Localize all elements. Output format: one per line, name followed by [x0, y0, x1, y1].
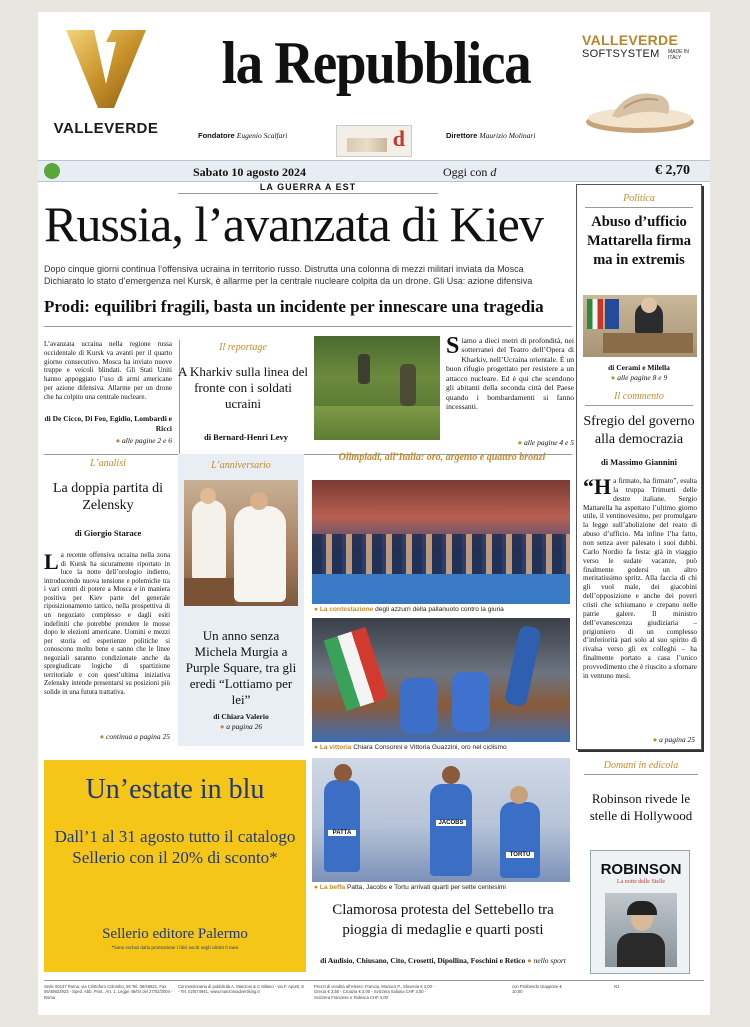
standfirst-line-1: Dopo cinque giorni continua l’offensiva ucraina in territorio russo. Distrutta una colonna di mezzi militari inviata da Mosca — [44, 264, 524, 274]
ad-publisher: Sellerio editore Palermo — [102, 926, 248, 942]
soldiers-photo[interactable] — [314, 336, 440, 440]
ad-offer: Dall’1 al 31 agosto tutto il catalogo Sellerio con il 20% di sconto* — [54, 827, 296, 867]
robinson-cover[interactable] — [590, 850, 690, 974]
ad-title: Un’estate in blu — [85, 774, 265, 805]
politics-ref: ● alle pagine 8 e 9 — [610, 373, 668, 382]
lead-column-ref-text: alle pagine 2 e 6 — [122, 436, 172, 445]
lead-column-authors: di De Cicco, Di Feo, Egidio, Lombardi e Ricci — [44, 414, 172, 433]
sellerio-ad[interactable] — [44, 760, 306, 972]
mattarella-photo[interactable] — [583, 295, 697, 357]
founder-name: Eugenio Scalfari — [236, 131, 288, 140]
comment-label: Il commento — [614, 391, 664, 402]
murgia-photo[interactable] — [184, 480, 298, 606]
deep-drop-cap: S — [446, 333, 460, 359]
comment-author: di Massimo Giannini — [600, 457, 678, 467]
caption1-bold: La contestazione — [319, 606, 374, 613]
standfirst-line-2: Dichiarato lo stato d’emergenza nel Kursk, è allarme per la centrale nucleare colpita da un drone. Gli Usa: azione difensiva — [44, 276, 533, 286]
director-label: Direttore — [446, 131, 478, 140]
green-badge-icon — [44, 163, 60, 179]
analysis-ref: ● continua a pagina 25 — [99, 732, 170, 741]
lead-column-ref: ● alle pagine 2 e 6 — [115, 436, 172, 445]
right-ad-brand: VALLEVERDE — [582, 32, 679, 48]
tomorrow-label: Domani in edicola — [603, 760, 679, 771]
bib-patta: PATTA — [328, 830, 356, 836]
right-ad-valleverde[interactable] — [576, 12, 710, 152]
anniversary-author: di Chiara Valerio — [213, 712, 269, 721]
masthead-title[interactable]: la Repubblica — [221, 30, 531, 96]
deep-ref: ● alle pagine 4 e 5 — [517, 438, 574, 447]
caption3-text: Patta, Jacobs e Tortu arrivati quarti per sette centesimi — [346, 884, 506, 891]
analysis-ref-text: continua a pagina 25 — [106, 732, 170, 741]
caption2-bold: La vittoria — [319, 744, 352, 751]
anniversary-title[interactable]: Un anno senza Michela Murgia a Purple Square, tra gli eredi “Lottiamo per lei” — [185, 628, 297, 707]
lead-kicker: LA GUERRA A EST — [259, 182, 357, 192]
anniversary-box — [178, 454, 304, 746]
director-line — [446, 131, 535, 140]
badge-text — [64, 164, 142, 169]
reportage-title[interactable]: A Kharkiv sulla linea del fronte con i soldati ucraini — [178, 364, 308, 411]
analysis-body: a recente offensiva ucraina nella zona di Kursk ha sicuramente riportato in luce la notte dell’orologio indietro, introducendo nuova tensione e polemiche tra i vari centri di potere a Mosca e in maniera positiva per Kiev parte del generale riposizionamento tattico, nella prospettiva di un negoziato complesso e dagli esiti indefiniti che potrebbe prendere le mosse dopo le elezioni americane. Uomini e mezzi per storia ed esperienze politiche si conoscono molto bene e sanno che le linee negoziali saranno condizionate anche da spregiudicate logiche di spartizione territoriale e con quest’ultima iniziativa Zelensky intende presentarsi su posizioni più solide in una futura trattativa. — [44, 552, 170, 696]
analysis-text — [44, 549, 170, 698]
lead-column-text: L’avanzata ucraina nella regione russa occidentale di Kursk va avanti per il quarto giorno consecutivo. Mosca ha inviato nuove truppe e veicoli blindati. Gli Stati Uniti hanno appoggiato l’uso di armi americane per azione difensiva. Allarme per un drone che ha colpito una centrale nucleare. — [44, 340, 172, 401]
waterpolo-caption: ● La contestazione degli azzurri della pallanuoto contro la giuria — [314, 606, 504, 613]
right-ad-made: MADE IN ITALY — [668, 49, 689, 61]
left-ad-brand: VALLEVERDE — [53, 120, 159, 137]
olympics-authors: di Audisio, Chiusano, Cito, Crosetti, Dipollina, Foschini e Retico ● nello sport — [320, 956, 566, 965]
price: € 2,70 — [655, 163, 690, 178]
comment-text — [583, 474, 697, 681]
bib-jacobs: JACOBS — [436, 820, 466, 826]
ad-note: *Sono esclusi dalla promozione i libri usciti negli ultimi 6 mesi — [111, 946, 239, 951]
d-magazine-thumb[interactable] — [336, 125, 412, 157]
d-thumb-figures — [347, 138, 387, 152]
footer-col-2: Concessionaria di pubblicità A. Manzoni & C Milano - via F. Aporti, 8 - Tel. 02/574941, www.manzoniadvertising.it — [178, 984, 304, 995]
founder-label: Fondatore — [198, 131, 235, 140]
olympics-authors-text: di Audisio, Chiusano, Cito, Crosetti, Dipollina, Foschini e Retico — [320, 956, 526, 965]
politics-box — [576, 184, 702, 750]
deep-text-body: iamo a dieci metri di profondità, nei sotterranei del Teatro dell’Opera di Kharkiv, nell’Ucraina orientale. È un buon rifugio progettato per resistere a un attacco nucleare. Ed è qui che scendono gli abitanti della seconda città del Paese quando i bombardamenti si fanno incessanti. — [446, 336, 574, 412]
footer-col-1: Sede 00147 Roma, via Cristoforo Colombo, 90 Tel. 06/49821, Fax 06/49822923 - Sped. Abb. Post., Art. 1, Legge 46/04 del 27/02/2004 - Roma — [44, 984, 173, 1000]
lead-standfirst — [44, 263, 572, 287]
comment-ref: ● a pagina 25 — [652, 735, 695, 744]
date-bar — [38, 160, 710, 182]
politics-authors: di Cerami e Milella — [608, 363, 670, 372]
bib-tortu: TORTU — [506, 852, 534, 858]
politics-ref-text: alle pagine 8 e 9 — [617, 373, 668, 382]
deep-ref-text: alle pagine 4 e 5 — [524, 438, 574, 447]
analysis-label: L’analisi — [90, 458, 126, 469]
footer-col-4: con Proibendo Giappone € 10,00 — [512, 984, 562, 995]
waterpolo-photo[interactable] — [312, 480, 570, 604]
left-ad-valleverde[interactable] — [38, 12, 170, 152]
relay-caption: ● La beffa Patta, Jacobs e Tortu arrivati quarti per sette centesimi — [314, 884, 506, 891]
analysis-author: di Giorgio Starace — [74, 528, 142, 538]
olympics-headline[interactable]: Clamorosa protesta del Settebello tra pioggia di medaglie e quarti posti — [332, 902, 554, 938]
comment-title[interactable]: Sfregio del governo alla democrazia — [583, 414, 695, 447]
anniversary-ref-text: a pagina 26 — [226, 722, 263, 731]
sandal-image-icon — [584, 78, 696, 136]
today-with — [443, 165, 496, 180]
right-ad-line: SOFTSYSTEM — [582, 48, 660, 60]
robinson-cover-title: ROBINSON — [600, 861, 682, 878]
anniversary-ref: ● a pagina 26 — [219, 722, 263, 731]
date: Sabato 10 agosto 2024 — [193, 165, 307, 179]
cycling-photo[interactable] — [312, 618, 570, 742]
newspaper-front-page — [38, 12, 710, 1015]
politics-label: Politica — [623, 193, 655, 204]
caption1-text: degli azzurri della pallanuoto contro la giuria — [375, 606, 504, 613]
caption2-text: Chiara Consonni e Vittoria Guazzini, oro nel ciclismo — [353, 744, 507, 751]
reportage-author: di Bernard-Henri Levy — [203, 432, 289, 442]
robinson-cover-sub: La notte delle Stelle — [616, 879, 666, 885]
today-with-label: Oggi con — [443, 165, 488, 179]
caption3-bold: La beffa — [319, 884, 346, 891]
reportage-label: Il reportage — [219, 342, 267, 353]
comment-body: a firmato, ha firmato”, esulta la truppa Trimurti delle destre italiane. Sergio Mattarella ha aspettato l’ultimo giorno utile, il ventinovesimo, per promulgare la legge sull’abolizione del reato di abuso d’ufficio. Ma infine l’ha fatto, non senza aver palesato i suoi dubbi. Carlo Nordio fa festa: già in viaggio verso le sudate vacanze, può finalmente godersi un altro meritatissimo spritz. Alla faccia di chi gli vuol male, dei giacobini dell’opposizione e anche dei poveri cristi che schiumano e crepano nelle patrie galere. Il ministro dell’evanescenza giudiziaria – prigioniero di un complesso d’inferiorità pari solo al suo spirito di rivalsa verso gli ex colleghi – ha finalmente portato a casa l’unico provvedimento che è riuscito a sfornare in ventuno mesi. — [583, 477, 697, 680]
olympics-label: Olimpiadi, all’Italia: oro, argento e quattro bronzi — [338, 452, 546, 463]
analysis-title[interactable]: La doppia partita di Zelensky — [52, 481, 164, 513]
valleverde-logo-icon — [60, 24, 150, 114]
lead-headline[interactable]: Russia, l’avanzata di Kiev — [44, 196, 543, 252]
director-name: Maurizio Molinari — [479, 131, 536, 140]
comment-ref-text: a pagina 25 — [659, 735, 695, 744]
footer-col-5: N1 — [614, 984, 620, 989]
deep-text — [446, 333, 574, 412]
cover-portrait — [605, 893, 677, 967]
tomorrow-title[interactable]: Robinson rivede le stelle di Hollywood — [589, 791, 693, 823]
anniversary-label: L’anniversario — [211, 460, 271, 471]
lead-subhead[interactable]: Prodi: equilibri fragili, basta un incidente per innescare una tragedia — [44, 297, 544, 316]
relay-photo[interactable] — [312, 758, 570, 882]
d-letter: d — [392, 126, 405, 151]
today-with-letter: d — [490, 165, 497, 179]
footer-col-3: Prezzi di vendita all’estero: Francia, Monaco P., Slovenia € 3,00 - Grecia € 3,50 - Croazia € 3,00 - Svizzera Italiana CHF 3,50 - Svizzera Francese e Tedesca CHF 4,00 — [314, 984, 435, 1000]
cycling-caption: ● La vittoria Chiara Consonni e Vittoria Guazzini, oro nel ciclismo — [314, 744, 507, 751]
analysis-drop-cap: L — [44, 549, 59, 574]
comment-drop-cap: “H — [583, 474, 612, 499]
politics-headline[interactable]: Abuso d’ufficio Mattarella firma ma in extremis — [586, 214, 691, 268]
founder-line — [198, 131, 287, 140]
olympics-ref: nello sport — [533, 956, 566, 965]
